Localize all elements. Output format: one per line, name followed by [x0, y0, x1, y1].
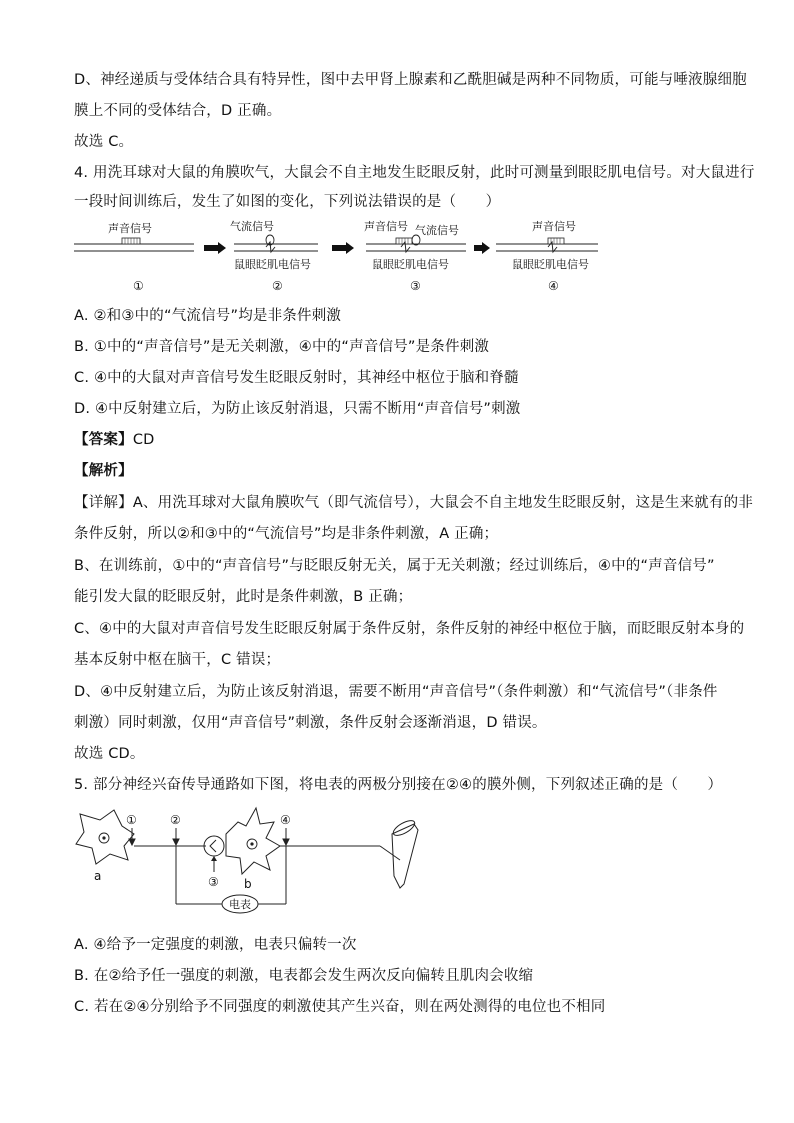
q4-stem-line2: 一段时间训练后，发生了如图的变化，下列说法错误的是（ ） [74, 194, 501, 210]
panel2-number: ② [272, 279, 283, 293]
point-2-label: ② [170, 813, 181, 827]
q4-answer-line [74, 430, 155, 450]
q4-conditioning-figure [70, 214, 610, 298]
meter-label: 电表 [229, 898, 251, 911]
panel3-number: ③ [410, 279, 421, 293]
point-4-label: ④ [280, 813, 291, 827]
panel1-number: ① [133, 279, 144, 293]
q4-detail-line4: 能引发大鼠的眨眼反射，此时是条件刺激，B 正确； [74, 589, 413, 605]
q4-detail-line8: 刺激）同时刺激，仅用“声音信号”刺激，条件反射会逐渐消退，D 错误。 [74, 715, 547, 731]
q5-option-c: C. 若在②④分别给予不同强度的刺激使其产生兴奋，则在两处测得的电位也不相同 [74, 999, 606, 1015]
panel2-emg-label: 鼠眼眨肌电信号 [234, 258, 311, 271]
detail-text: A、用洗耳球对大鼠角膜吹气（即气流信号），大鼠会不自主地发生眨眼反射，这是生来就有的非 [132, 495, 754, 511]
sound-block-icon [122, 238, 564, 244]
q4-choice: 故选 CD。 [74, 746, 145, 762]
panel3-emg-label: 鼠眼眨肌电信号 [372, 258, 449, 271]
q4-detail-line7: D、④中反射建立后，为防止该反射消退，需要不断用“声音信号”（条件刺激）和“气流信号”（非条件 [74, 684, 718, 700]
detail-tag: 【详解】 [74, 495, 133, 511]
q4-option-c: C. ④中的大鼠对声音信号发生眨眼反射时，其神经中枢位于脑和脊髓 [74, 370, 519, 386]
panel1-sound-label: 声音信号 [108, 222, 152, 235]
point-3-label: ③ [208, 875, 219, 889]
q5-neuron-figure [70, 804, 430, 924]
q3-choice: 故选 C。 [74, 134, 134, 150]
neuron-b-body [226, 808, 280, 874]
q5-option-a: A. ④给予一定强度的刺激，电表只偏转一次 [74, 937, 357, 953]
panel3-air-label: 气流信号 [415, 224, 459, 237]
q4-detail-line5: C、④中的大鼠对声音信号发生眨眼反射属于条件反射，条件反射的神经中枢位于脑，而眨眼反射本身的 [74, 621, 745, 637]
q5-stem: 5. 部分神经兴奋传导通路如下图，将电表的两极分别接在②④的膜外侧，下列叙述正确的是（ ） [74, 777, 723, 793]
panel4-number: ④ [548, 279, 559, 293]
q4-stem-line1: 4. 用洗耳球对大鼠的角膜吹气，大鼠会不自主地发生眨眼反射，此时可测量到眼眨肌电信号。对大鼠进行 [74, 165, 755, 181]
answer-value: CD [132, 432, 155, 448]
panel3-sound-label: 声音信号 [364, 220, 408, 233]
q4-detail-line3: B、在训练前，①中的“声音信号”与眨眼反射无关，属于无关刺激；经过训练后，④中的“声音信号” [74, 558, 715, 574]
point-1-label: ① [126, 813, 137, 827]
q4-option-a: A. ②和③中的“气流信号”均是非条件刺激 [74, 308, 342, 324]
cell-a-label: a [94, 869, 102, 883]
q3-option-d-line1: D、神经递质与受体结合具有特异性，图中去甲肾上腺素和乙酰胆碱是两种不同物质，可能与唾液腺细胞 [74, 72, 747, 88]
q4-option-b: B. ①中的“声音信号”是无关刺激，④中的“声音信号”是条件刺激 [74, 339, 490, 355]
q3-option-d-line2: 膜上不同的受体结合，D 正确。 [74, 103, 282, 119]
analysis-tag: 【解析】 [74, 463, 133, 479]
q4-detail-line1 [74, 493, 753, 513]
q4-detail-line6: 基本反射中枢在脑干，C 错误； [74, 652, 281, 668]
q4-option-d: D. ④中反射建立后，为防止该反射消退，只需不断用“声音信号”刺激 [74, 401, 521, 417]
answer-tag: 【答案】 [74, 432, 133, 448]
q5-option-b: B. 在②给予任一强度的刺激，电表都会发生两次反向偏转且肌肉会收缩 [74, 968, 534, 984]
q4-detail-line2: 条件反射，所以②和③中的“气流信号”均是非条件刺激，A 正确； [74, 526, 499, 542]
panel4-emg-label: 鼠眼眨肌电信号 [512, 258, 589, 271]
cell-b-label: b [244, 877, 252, 891]
panel2-air-label: 气流信号 [230, 220, 274, 233]
panel4-sound-label: 声音信号 [532, 220, 576, 233]
